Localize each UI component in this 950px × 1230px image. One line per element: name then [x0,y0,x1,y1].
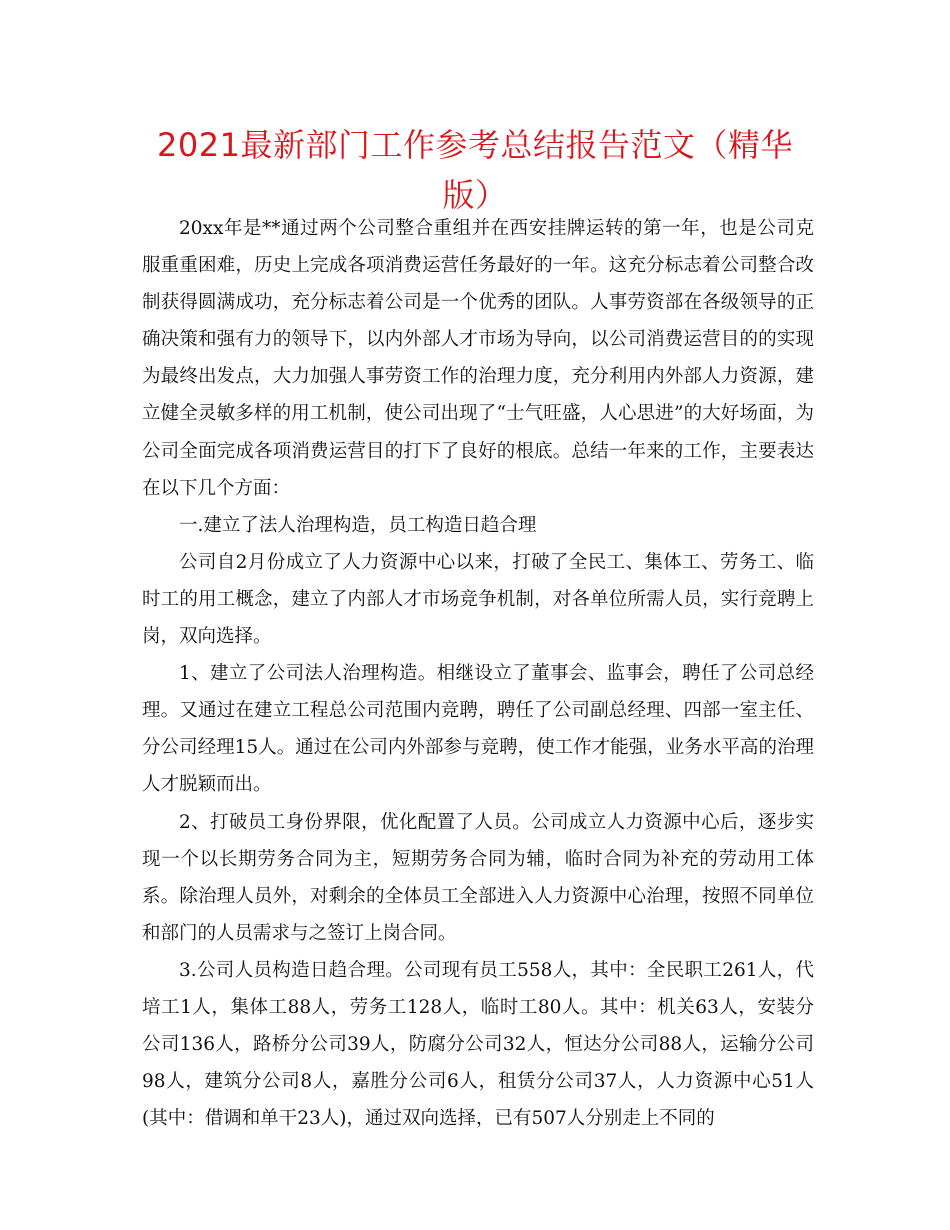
document-title: 2021最新部门工作参考总结报告范文（精华版） [157,126,793,214]
paragraph-item-3: 3.公司人员构造日趋合理。公司现有员工558人，其中：全民职工261人，代培工1人，集体工88人，劳务工128人，临时工80人。其中：机关63人，安装分公司136人，路桥分公司39人，防腐分公司32人，恒达分公司88人，运输分公司98人，建筑分公司8人，嘉胜分公司6人，租赁分公司37人，人力资源中心51人(其中：借调和单干23人)，通过双向选择，已有507人分别走上不同的 [142,959,814,1130]
paragraph-item-1: 1、建立了公司法人治理构造。相继设立了董事会、监事会，聘任了公司总经理。又通过在建立工程总公司范围内竞聘，聘任了公司副总经理、四部一室主任、分公司经理15人。通过在公司内外部参与竞聘，使工作才能强，业务水平高的治理人才脱颖而出。 [142,663,814,796]
section-heading-1: 一.建立了法人治理构造，员工构造日趋合理 [179,514,537,536]
paragraph-item-2: 2、打破员工身份界限，优化配置了人员。公司成立人力资源中心后，逐步实现一个以长期劳务合同为主，短期劳务合同为辅，临时合同为补充的劳动用工体系。除治理人员外，对剩余的全体员工全部进入人力资源中心治理，按照不同单位和部门的人员需求与之签订上岗合同。 [142,811,814,944]
paragraph-intro: 20xx年是**通过两个公司整合重组并在西安挂牌运转的第一年，也是公司克服重重困难，历史上完成各项消费运营任务最好的一年。这充分标志着公司整合改制获得圆满成功，充分标志着公司是一个优秀的团队。人事劳资部在各级领导的正确决策和强有力的领导下，以内外部人才市场为导向，以公司消费运营目的的实现为最终出发点，大力加强人事劳资工作的治理力度，充分利用内外部人力资源，建立健全灵敏多样的用工机制，使公司出现了“士气旺盛，人心思进”的大好场面，为公司全面完成各项消费运营目的打下了良好的根底。总结一年来的工作，主要表达在以下几个方面： [142,218,814,499]
document-body [142,210,814,1137]
paragraph-hr-center: 公司自2月份成立了人力资源中心以来，打破了全民工、集体工、劳务工、临时工的用工概念，建立了内部人才市场竞争机制，对各单位所需人员，实行竞聘上岗，双向选择。 [142,551,814,648]
